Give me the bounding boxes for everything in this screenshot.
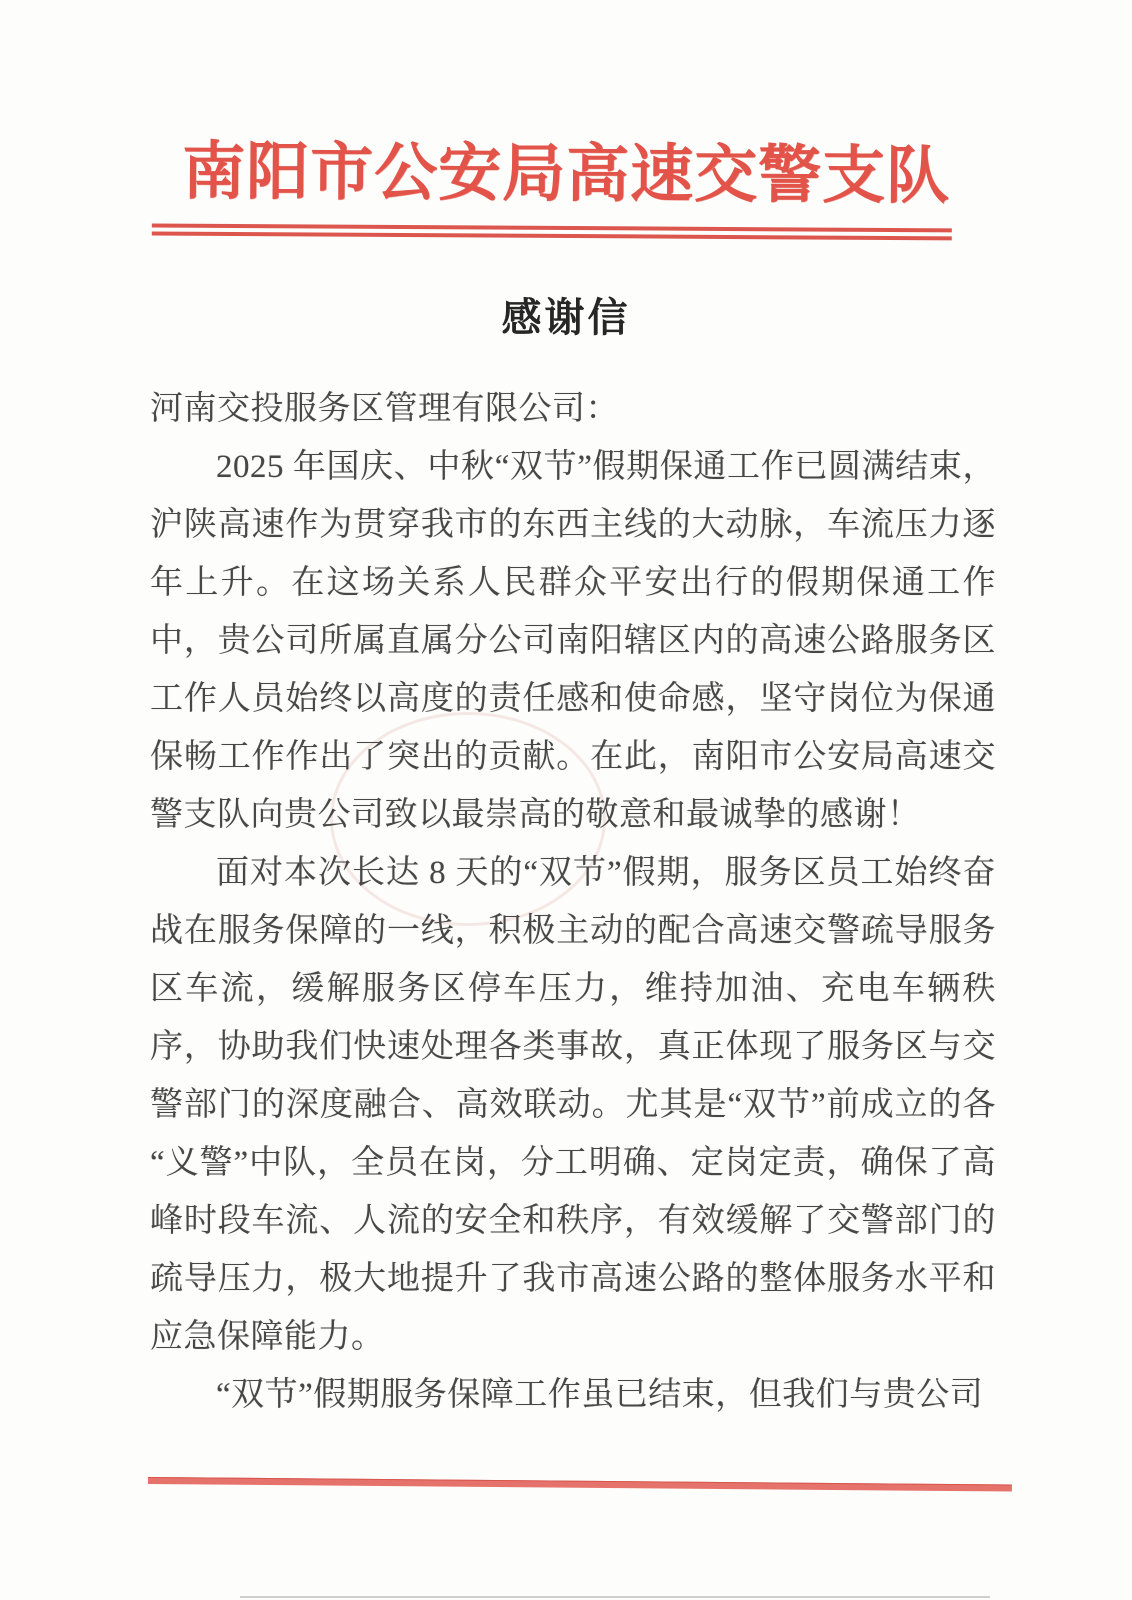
letterhead-rule-bottom bbox=[152, 231, 952, 240]
paragraph-3: “双节”假期服务保障工作虽已结束，但我们与贵公司 bbox=[216, 1377, 984, 1413]
scan-paper-edge bbox=[240, 1596, 990, 1598]
letterhead-double-rule bbox=[152, 223, 952, 240]
letter-body bbox=[150, 380, 996, 1424]
letterhead-block bbox=[1, 0, 1132, 212]
document-title: 感谢信 bbox=[501, 295, 631, 340]
footer-rule bbox=[148, 1477, 1012, 1492]
letterhead-rule-top bbox=[152, 223, 952, 232]
salutation: 河南交投服务区管理有限公司： bbox=[150, 391, 619, 427]
paragraph-1: 2025 年国庆、中秋“双节”假期保通工作已圆满结束，沪陕高速作为贯穿我市的东西主线的大动脉，车流压力逐年上升。在这场关系人民群众平安出行的假期保通工作中，贵公司所属直属分公司南阳辖区内的高速公路服务区工作人员始终以高度的责任感和使命感，坚守岗位为保通保畅工作作出了突出的贡献。在此，南阳市公安局高速交警支队向贵公司致以最崇高的敬意和最诚挚的感谢！ bbox=[150, 449, 996, 833]
paragraph-2: 面对本次长达 8 天的“双节”假期，服务区员工始终奋战在服务保障的一线，积极主动的配合高速交警疏导服务区车流，缓解服务区停车压力，维持加油、充电车辆秩序，协助我们快速处理各类事故，真正体现了服务区与交警部门的深度融合、高效联动。尤其是“双节”前成立的各“义警”中队，全员在岗，分工明确、定岗定责，确保了高峰时段车流、人流的安全和秩序，有效缓解了交警部门的疏导压力，极大地提升了我市高速公路的整体服务水平和应急保障能力。 bbox=[150, 855, 996, 1355]
letterhead-title: 南阳市公安局高速交警支队 bbox=[181, 136, 951, 212]
